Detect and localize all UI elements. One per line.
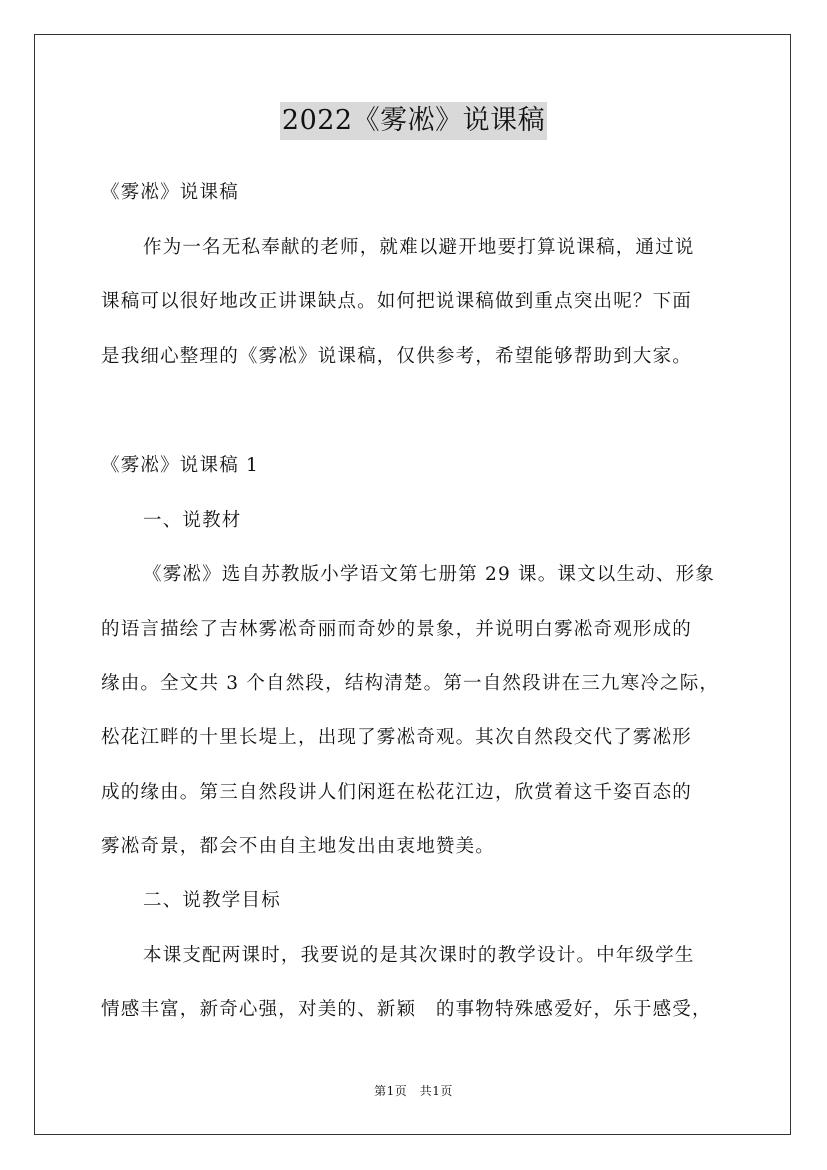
paragraph-line: 缘由。全文共 3 个自然段，结构清楚。第一自然段讲在三九寒冷之际， xyxy=(101,673,720,694)
paragraph-line: 松花江畔的十里长堤上，出现了雾凇奇观。其次自然段交代了雾凇形 xyxy=(101,727,693,748)
intro-line: 是我细心整理的《雾凇》说课稿，仅供参考，希望能够帮助到大家。 xyxy=(101,346,693,367)
part1-heading: 一、说教材 xyxy=(143,510,242,531)
intro-line: 作为一名无私奉献的老师，就难以避开地要打算说课稿，通过说 xyxy=(143,237,695,258)
paragraph-line: 的语言描绘了吉林雾凇奇丽而奇妙的景象，并说明白雾凇奇观形成的 xyxy=(101,619,693,640)
intro-line: 课稿可以很好地改正讲课缺点。如何把说课稿做到重点突出呢？下面 xyxy=(101,291,693,312)
page-footer: 第1页 共1页 xyxy=(374,1084,453,1098)
paragraph-line: 本课支配两课时，我要说的是其次课时的教学设计。中年级学生 xyxy=(143,945,695,966)
paragraph-line: 情感丰富，新奇心强，对美的、新颖 的事物特殊感爱好，乐于感受， xyxy=(101,999,712,1020)
title-wrap xyxy=(0,102,827,140)
paragraph-line: 成的缘由。第三自然段讲人们闲逛在松花江边，欣赏着这千姿百态的 xyxy=(101,782,693,803)
document-subtitle: 《雾凇》说课稿 xyxy=(101,182,239,203)
document-title: 2022《雾凇》说课稿 xyxy=(280,102,547,140)
paragraph-line: 雾凇奇景，都会不由自主地发出由衷地赞美。 xyxy=(101,836,496,857)
part2-heading: 二、说教学目标 xyxy=(143,890,281,911)
section-heading: 《雾凇》说课稿 1 xyxy=(101,455,259,476)
paragraph-line: 《雾凇》选自苏教版小学语文第七册第 29 课。课文以生动、形象 xyxy=(143,564,716,585)
